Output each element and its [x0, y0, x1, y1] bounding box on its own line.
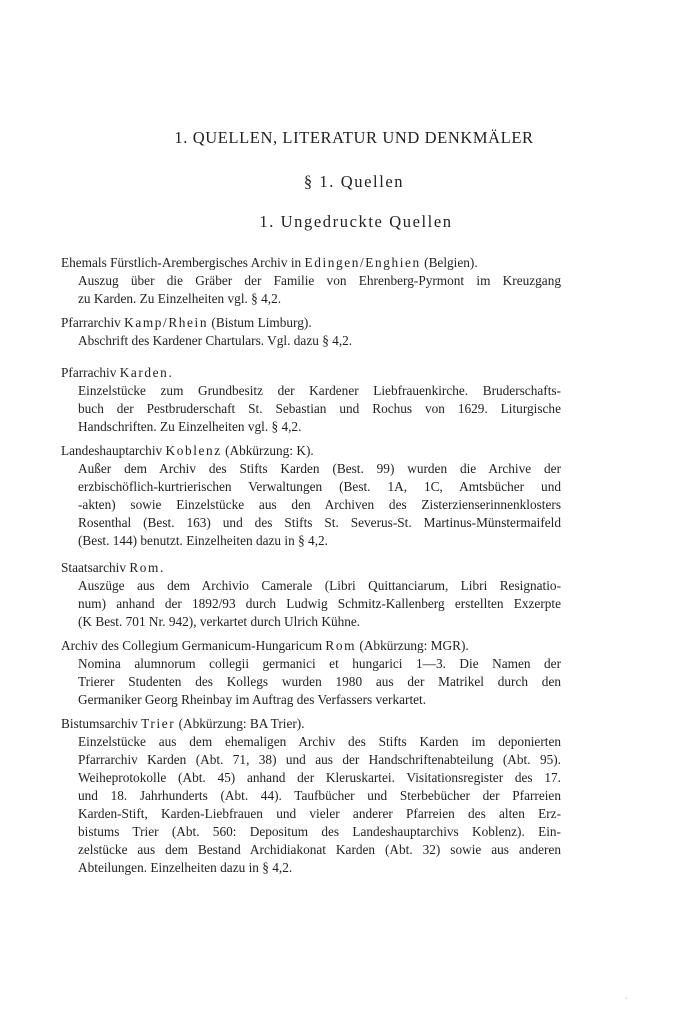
archive-heading [61, 364, 561, 382]
archive-description [78, 655, 561, 709]
description-line: Germaniker Georg Rheinbay im Auftrag des Verfassers verkartet. [78, 692, 427, 707]
archive-entry-staatsarchiv-rom [61, 559, 561, 631]
description-line: zu Karden. Zu Einzelheiten vgl. § 4,2. [78, 291, 282, 306]
archive-entry-koblenz [61, 442, 561, 550]
description-line: num) anhand der 1892/93 durch Ludwig Schmitz-Kallenberg erstellten Exzerpte [78, 596, 561, 611]
archive-heading [61, 254, 561, 272]
archive-location: Edingen/Enghien [304, 255, 421, 270]
archive-description [78, 272, 561, 308]
archive-entry-karden [61, 364, 561, 436]
archive-location: Kamp/Rhein [124, 315, 209, 330]
heading-suffix: (Belgien). [420, 255, 478, 270]
subsection-title: 1. Ungedruckte Quellen [259, 212, 453, 231]
heading-suffix: (Abkürzung: K). [221, 443, 314, 458]
heading-suffix: (Abkürzung: BA Trier). [175, 716, 305, 731]
description-line: Einzelstücke aus dem ehemaligen Archiv des Stifts Karden im deponierten [78, 734, 561, 749]
description-line: Rosenthal (Best. 163) und des Stifts St. Severus-St. Martinus-Münstermaifeld [78, 515, 561, 530]
heading-prefix: Pfarrarchiv [61, 315, 125, 330]
archive-location: Koblenz [165, 443, 222, 458]
description-line: Abschrift des Kardener Chartulars. Vgl. dazu § 4,2. [78, 333, 353, 348]
scan-speck: ˎ [625, 990, 628, 999]
description-line: (K Best. 701 Nr. 942), verkartet durch Ulrich Kühne. [78, 614, 361, 629]
description-line: Abteilungen. Einzelheiten dazu in § 4,2. [78, 860, 293, 875]
description-line: und 18. Jahrhunderts (Abt. 44). Taufbücher und Sterbebücher der Pfarreien [78, 788, 561, 803]
description-line: Karden-Stift, Karden-Liebfrauen und vieler anderer Pfarreien des alten Erz- [78, 806, 561, 821]
chapter-title: 1. QUELLEN, LITERATUR UND DENKMÄLER [174, 128, 534, 147]
archive-entry-germanicum [61, 637, 561, 709]
description-line: Handschriften. Zu Einzelheiten vgl. § 4,2. [78, 419, 302, 434]
heading-suffix: (Bistum Limburg). [208, 315, 312, 330]
heading-prefix: Staatsarchiv [61, 560, 130, 575]
description-line: Weiheprotokolle (Abt. 45) anhand der Kleruskartei. Visitationsregister des 17. [78, 770, 561, 785]
archive-list [61, 254, 561, 877]
heading-prefix: Ehemals Fürstlich-Arembergisches Archiv in [61, 255, 305, 270]
description-line: -akten) sowie Einzelstücke aus den Archiven des Zisterzienserinnenklosters [78, 497, 561, 512]
archive-heading [61, 715, 561, 733]
description-line: Trierer Studenten des Kollegs wurden 1980 aus der Matrikel durch den [78, 674, 561, 689]
heading-prefix: Bistumsarchiv [61, 716, 142, 731]
description-line: zelstücke aus dem Bestand Archidiakonat Karden (Abt. 32) sowie aus anderen [78, 842, 561, 857]
archive-heading [61, 559, 561, 577]
description-line: erzbischöflich-kurtrierischen Verwaltungen (Best. 1A, 1C, Amtsbücher und [78, 479, 561, 494]
description-line: (Best. 144) benutzt. Einzelheiten dazu in § 4,2. [78, 533, 328, 548]
heading-prefix: Landeshauptarchiv [61, 443, 166, 458]
description-line: Einzelstücke zum Grundbesitz der Kardener Liebfrauenkirche. Bruderschafts- [78, 383, 561, 398]
section-title: § 1. Quellen [303, 172, 405, 191]
archive-location: Karden [119, 365, 169, 380]
heading-prefix: Pfarrachiv [61, 365, 120, 380]
description-line: Nomina alumnorum collegii germanici et hungarici 1—3. Die Namen der [78, 656, 561, 671]
archive-entry-trier [61, 715, 561, 877]
archive-description [78, 460, 561, 550]
archive-location: Rom [325, 638, 357, 653]
description-line: buch der Pestbruderschaft St. Sebastian und Rochus von 1629. Liturgische [78, 401, 561, 416]
archive-description [78, 332, 561, 350]
archive-heading [61, 442, 561, 460]
description-line: bistums Trier (Abt. 560: Depositum des Landeshauptarchivs Koblenz). Ein- [78, 824, 561, 839]
archive-entry-edingen [61, 254, 561, 308]
archive-description [78, 577, 561, 631]
archive-location: Rom [129, 560, 160, 575]
heading-suffix: (Abkürzung: MGR). [356, 638, 469, 653]
description-line: Pfarrarchiv Karden (Abt. 71, 38) und aus der Handschriftenabteilung (Abt. 95). [78, 752, 561, 767]
archive-location: Trier [141, 716, 176, 731]
archive-heading [61, 637, 561, 655]
heading-prefix: Archiv des Collegium Germanicum-Hungaricum [61, 638, 326, 653]
archive-description [78, 733, 561, 877]
archive-description [78, 382, 561, 436]
archive-entry-kamp [61, 314, 561, 350]
description-line: Außer dem Archiv des Stifts Karden (Best. 99) wurden die Archive der [78, 461, 561, 476]
description-line: Auszug über die Gräber der Familie von Ehrenberg-Pyrmont im Kreuzgang [78, 273, 561, 288]
heading-suffix: . [159, 560, 164, 575]
description-line: Auszüge aus dem Archivio Camerale (Libri Quittanciarum, Libri Resignatio- [78, 578, 561, 593]
archive-heading [61, 314, 561, 332]
heading-suffix: . [168, 365, 172, 380]
